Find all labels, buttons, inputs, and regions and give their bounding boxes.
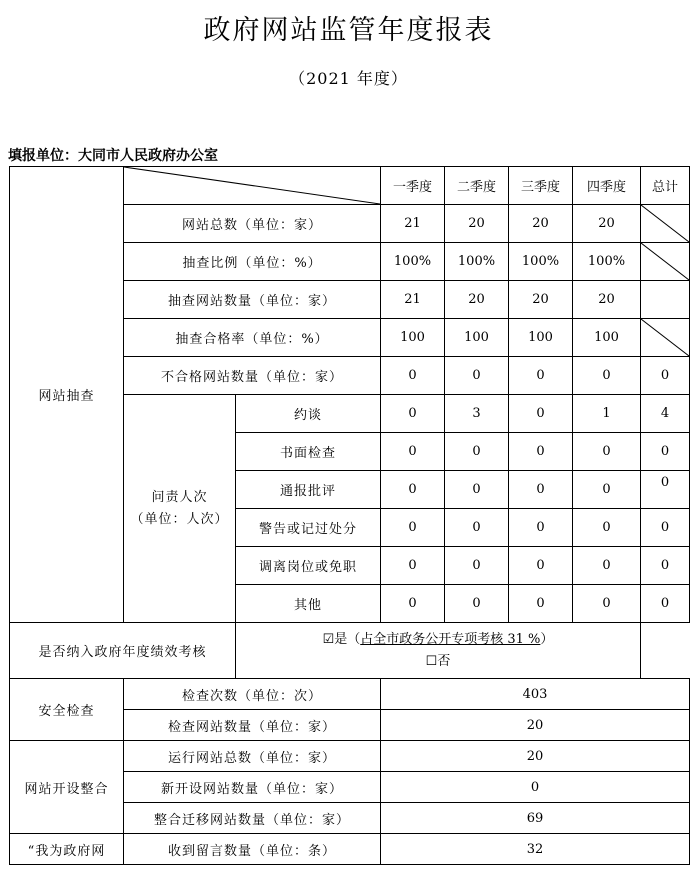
performance-row — [10, 623, 690, 679]
total-slash-cell — [641, 243, 690, 281]
section-message-box: “我为政府网 — [10, 834, 124, 865]
cell-value: 0 — [445, 585, 509, 623]
total-slash-cell — [641, 205, 690, 243]
cell-value: 0 — [381, 585, 445, 623]
row-label: 书面检查 — [236, 433, 381, 471]
cell-value: 0 — [641, 509, 690, 547]
cell-value: 0 — [641, 547, 690, 585]
table-row — [10, 741, 690, 772]
cell-value: 32 — [381, 834, 690, 865]
cell-value: 20 — [381, 710, 690, 741]
row-label: 抽查比例（单位：%） — [124, 243, 381, 281]
cell-value: 0 — [509, 395, 573, 433]
accountability-label-line1: 问责人次 — [151, 489, 208, 505]
cell-value: 0 — [573, 547, 641, 585]
cell-value: 0 — [573, 357, 641, 395]
cell-value: 0 — [445, 433, 509, 471]
row-label: 网站总数（单位：家） — [124, 205, 381, 243]
cell-value: 100 — [573, 319, 641, 357]
cell-value: 0 — [509, 547, 573, 585]
table-row — [10, 834, 690, 865]
section-safety-check: 安全检查 — [10, 679, 124, 741]
header-row — [10, 167, 690, 205]
row-label: 收到留言数量（单位：条） — [124, 834, 381, 865]
cell-value: 0 — [509, 585, 573, 623]
cell-value: 0 — [509, 471, 573, 509]
row-label: 运行网站总数（单位：家） — [124, 741, 381, 772]
row-label: 检查次数（单位：次） — [124, 679, 381, 710]
cell-value: 0 — [381, 772, 690, 803]
row-label: 新开设网站数量（单位：家） — [124, 772, 381, 803]
row-label: 整合迁移网站数量（单位：家） — [124, 803, 381, 834]
reporting-unit: 填报单位：大同市人民政府办公室 — [8, 148, 218, 164]
header-q4: 四季度 — [573, 167, 641, 205]
cell-value: 100% — [445, 243, 509, 281]
row-label: 检查网站数量（单位：家） — [124, 710, 381, 741]
header-q3: 三季度 — [509, 167, 573, 205]
cell-value: 0 — [381, 357, 445, 395]
cell-value: 0 — [445, 509, 509, 547]
cell-value: 0 — [641, 357, 690, 395]
cell-value: 0 — [445, 357, 509, 395]
report-year: （2021 年度） — [289, 69, 408, 88]
cell-value: 0 — [381, 471, 445, 509]
cell-value: 21 — [381, 205, 445, 243]
cell-value: 0 — [641, 585, 690, 623]
cell-value: 0 — [573, 509, 641, 547]
cell-value: 1 — [573, 395, 641, 433]
performance-no-option[interactable] — [236, 651, 640, 673]
cell-value: 0 — [573, 585, 641, 623]
cell-value: 69 — [381, 803, 690, 834]
header-q1: 一季度 — [381, 167, 445, 205]
cell-value: 0 — [573, 433, 641, 471]
header-total: 总计 — [641, 167, 690, 205]
cell-value: 0 — [381, 509, 445, 547]
cell-value: 0 — [381, 547, 445, 585]
cell-value: 100 — [381, 319, 445, 357]
row-label: 抽查合格率（单位：%） — [124, 319, 381, 357]
report-table — [9, 166, 690, 865]
cell-value: 21 — [381, 281, 445, 319]
row-label: 警告或记过处分 — [236, 509, 381, 547]
cell-value: 0 — [641, 433, 690, 471]
cell-value: 20 — [573, 205, 641, 243]
yes-prefix: 是（ — [334, 631, 361, 647]
header-q2: 二季度 — [445, 167, 509, 205]
row-label: 通报批评 — [236, 471, 381, 509]
row-label: 调离岗位或免职 — [236, 547, 381, 585]
cell-value: 3 — [445, 395, 509, 433]
cell-value: 0 — [509, 433, 573, 471]
cell-value: 0 — [641, 471, 690, 509]
cell-value: 4 — [641, 395, 690, 433]
row-label: 其他 — [236, 585, 381, 623]
accountability-label — [124, 395, 236, 623]
cell-value: 100% — [509, 243, 573, 281]
cell-value: 0 — [573, 471, 641, 509]
section-spot-check: 网站抽查 — [10, 167, 124, 623]
checked-box-icon[interactable]: ☑ — [322, 631, 335, 647]
cell-value: 100 — [509, 319, 573, 357]
section-site-integration: 网站开设整合 — [10, 741, 124, 834]
cell-value: 403 — [381, 679, 690, 710]
cell-value: 20 — [381, 741, 690, 772]
no-label: 否 — [437, 653, 451, 669]
cell-value: 0 — [445, 471, 509, 509]
cell-value: 100% — [573, 243, 641, 281]
cell-value: 0 — [509, 357, 573, 395]
cell-value: 20 — [573, 281, 641, 319]
cell-value: 100 — [445, 319, 509, 357]
cell-value: 20 — [509, 205, 573, 243]
yes-detail: 占全市政务公开专项考核 31 % — [360, 631, 541, 647]
performance-yes-option[interactable] — [236, 629, 640, 651]
accountability-label-line2: （单位：人次） — [130, 511, 229, 527]
yes-suffix: ） — [540, 631, 554, 647]
cell-value: 20 — [509, 281, 573, 319]
total-slash-cell — [641, 319, 690, 357]
cell-value: 0 — [381, 433, 445, 471]
row-label: 约谈 — [236, 395, 381, 433]
cell-value: 20 — [445, 281, 509, 319]
row-label: 抽查网站数量（单位：家） — [124, 281, 381, 319]
header-diagonal-cell — [124, 167, 381, 205]
performance-answer — [236, 623, 641, 679]
cell-value: 20 — [445, 205, 509, 243]
cell-value: 0 — [445, 547, 509, 585]
cell-value: 0 — [509, 509, 573, 547]
cell-value: 100% — [381, 243, 445, 281]
cell-value: 0 — [381, 395, 445, 433]
table-row — [10, 679, 690, 710]
unchecked-box-icon[interactable]: ☐ — [425, 653, 438, 669]
performance-label: 是否纳入政府年度绩效考核 — [10, 623, 236, 679]
row-label: 不合格网站数量（单位：家） — [124, 357, 381, 395]
cell-value — [641, 281, 690, 319]
page-title: 政府网站监管年度报表 — [203, 15, 494, 46]
